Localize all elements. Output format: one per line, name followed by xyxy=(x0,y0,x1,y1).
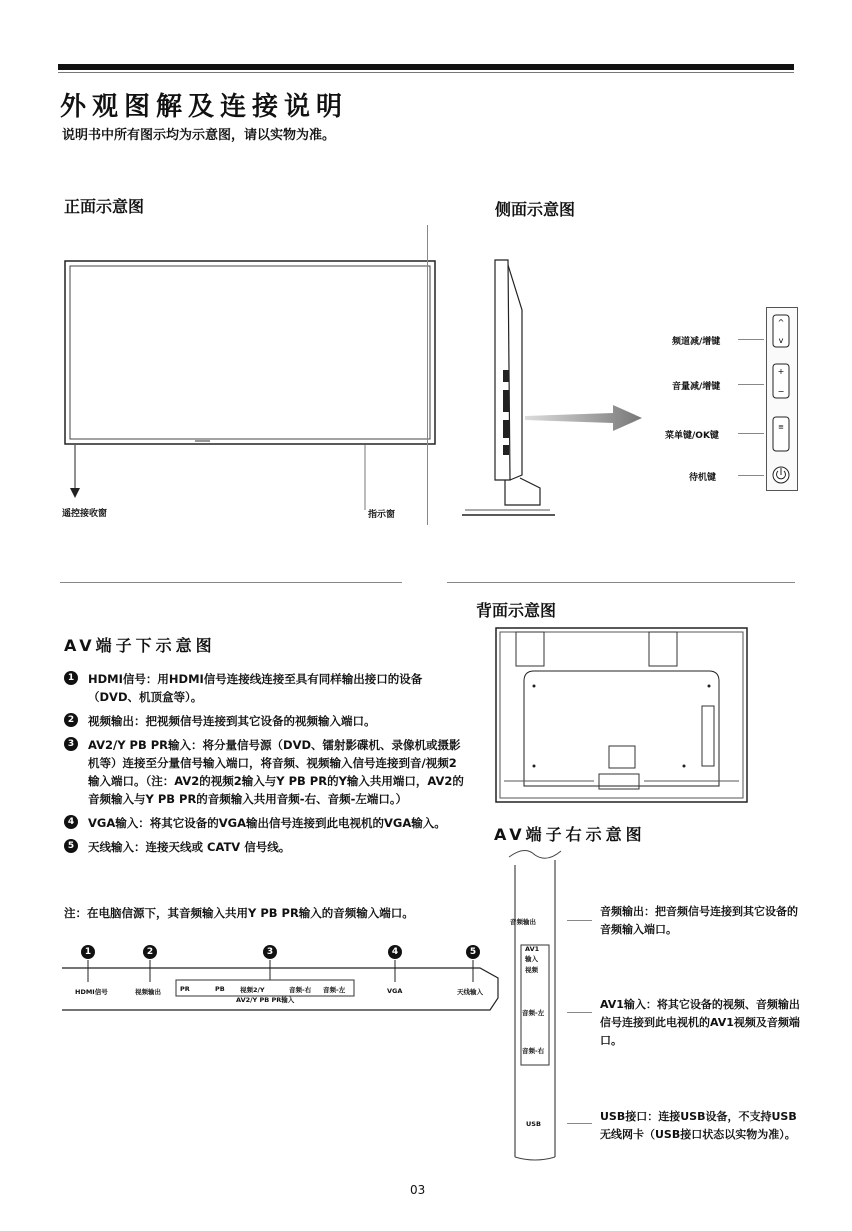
back-heading: 背面示意图 xyxy=(476,601,557,620)
port-number-2: 2 xyxy=(143,945,157,959)
list-item: 5 天线输入：连接天线或 CATV 信号线。 xyxy=(64,838,464,856)
back-tv-diagram xyxy=(494,626,749,806)
front-tv-diagram xyxy=(60,255,440,525)
page-subtitle: 说明书中所有图示均为示意图，请以实物为准。 xyxy=(62,128,336,143)
leader-line xyxy=(567,1123,592,1124)
page-number: 03 xyxy=(410,1183,426,1197)
side-key-channel-label: 频道减/增键 xyxy=(672,337,721,347)
port-label-audio-l: 音频-左 xyxy=(323,986,346,994)
desc-usb: USB接口：连接USB设备，不支持USB无线网卡（USB接口状态以实物为准）。 xyxy=(600,1110,797,1141)
list-item: 1 HDMI信号：用HDMI信号连接线连接至具有同样输出接口的设备（DVD、机顶盒等）。 xyxy=(64,670,464,706)
port-label-antenna: 天线输入 xyxy=(457,988,483,996)
leader-line xyxy=(738,475,764,476)
port-number-1: 1 xyxy=(81,945,95,959)
front-heading: 正面示意图 xyxy=(64,197,145,216)
port-label-video2y: 视频2/Y xyxy=(240,986,265,994)
leader-line xyxy=(567,1012,592,1013)
list-item: 4 VGA输入：将其它设备的VGA输出信号连接到此电视机的VGA输入。 xyxy=(64,814,464,832)
port-label-pr: PR xyxy=(180,985,190,993)
divider-vertical xyxy=(427,225,428,525)
port-label-video-out: 视频输出 xyxy=(135,988,161,996)
av-right-heading: AV端子右示意图 xyxy=(494,825,646,844)
list-item: 3 AV2/Y PB PR输入：将分量信号源（DVD、镭射影碟机、录像机或摄影机等）连接至分量信号输入端口，将音频、视频输入信号连接到音/视频2输入端口。（注：AV2的视频2输入与Y PB PR的Y输入共用端口，AV2的音频输入与Y PB PR的音频输入共用音频-右、音频-左端口。） xyxy=(64,736,464,808)
desc-av1: AV1输入：将其它设备的视频、音频输出信号连接到此电视机的AV1视频及音频端口。 xyxy=(600,998,800,1047)
item-number: 3 xyxy=(64,737,78,751)
port-number-5: 5 xyxy=(466,945,480,959)
port-label-vga: VGA xyxy=(387,987,403,995)
panel-label-audio-out: 音频输出 xyxy=(510,918,536,926)
panel-label-audio-r: 音频-右 xyxy=(522,1047,545,1055)
port-label-hdmi: HDMI信号 xyxy=(75,988,108,996)
port-number-4: 4 xyxy=(388,945,402,959)
port-label-audio-r: 音频-右 xyxy=(289,986,312,994)
leader-line xyxy=(738,384,764,385)
remote-receiver-label: 遥控接收窗 xyxy=(62,509,108,519)
av-bottom-heading: AV端子下示意图 xyxy=(64,636,216,655)
side-tv-diagram xyxy=(460,240,660,525)
port-label-av2-group: AV2/Y PB PR输入 xyxy=(236,996,295,1004)
side-heading: 侧面示意图 xyxy=(495,200,576,219)
divider-horizontal-right xyxy=(447,582,795,583)
svg-text:−: − xyxy=(777,387,785,396)
panel-label-audio-l: 音频-左 xyxy=(522,1009,545,1017)
av-bottom-list xyxy=(64,670,464,862)
divider-horizontal-left xyxy=(60,582,402,583)
side-key-volume-label: 音量减/增键 xyxy=(672,382,721,392)
port-label-pb: PB xyxy=(215,985,225,993)
panel-label-input: 输入 xyxy=(525,955,538,963)
item-number: 5 xyxy=(64,839,78,853)
panel-label-usb: USB xyxy=(526,1120,541,1128)
leader-line xyxy=(738,339,764,340)
av-bottom-note: 注：在电脑信源下，其音频输入共用Y PB PR输入的音频输入端口。 xyxy=(64,906,414,920)
side-key-standby-label: 待机键 xyxy=(689,473,717,483)
right-port-panel xyxy=(505,845,565,1165)
page-title: 外观图解及连接说明 xyxy=(60,92,349,122)
svg-text:^: ^ xyxy=(777,318,785,327)
header-rule-thin xyxy=(58,72,794,73)
port-strip-diagram xyxy=(60,960,500,1020)
leader-line xyxy=(567,920,592,921)
port-number-3: 3 xyxy=(263,945,277,959)
panel-label-av1: AV1 xyxy=(525,945,540,953)
svg-text:+: + xyxy=(777,367,785,376)
item-number: 4 xyxy=(64,815,78,829)
svg-text:≡: ≡ xyxy=(778,423,784,431)
item-number: 1 xyxy=(64,671,78,685)
side-keys-icons xyxy=(766,307,798,491)
leader-line xyxy=(738,433,764,434)
list-item: 2 视频输出：把视频信号连接到其它设备的视频输入端口。 xyxy=(64,712,464,730)
desc-audio-out: 音频输出：把音频信号连接到其它设备的音频输入端口。 xyxy=(600,905,798,936)
indicator-label: 指示窗 xyxy=(368,510,396,520)
panel-label-video: 视频 xyxy=(525,966,538,974)
arrow-icon xyxy=(525,403,645,433)
side-key-menu-label: 菜单键/OK键 xyxy=(665,431,719,441)
item-number: 2 xyxy=(64,713,78,727)
header-rule xyxy=(58,64,794,70)
svg-text:v: v xyxy=(778,336,784,345)
